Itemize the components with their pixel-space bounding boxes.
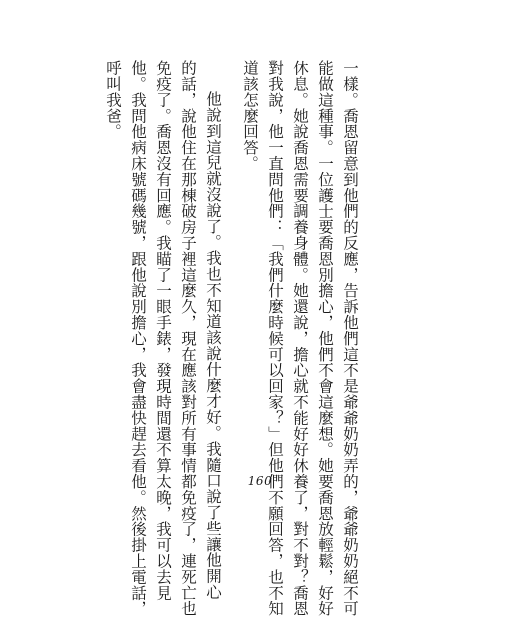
text-column: 免疫了。喬恩沒有回應。我瞄了一眼手錶，發現時間還不算太晚，我可以去見 [154,60,172,601]
text-column: 的話，說他住在那棟破房子裡這麼久，現在應該對所有事情都免疫了，連死亡也 [179,60,197,617]
text-column: 對我說，他一直問他們：「我們什麼時候可以回家？」但他們不願回答，也不知 [266,60,284,617]
text-column: 道該怎麼回答。 [241,60,259,172]
text-column: 他。我問他病床號碼幾號，跟他說別擔心，我會盡快趕去看他。然後掛上電話， [129,60,147,617]
page-number: 160 [247,474,273,488]
text-column: 呼叫我爸。 [104,60,122,140]
text-column: 休息。她說喬恩需要調養身體。她還說，擔心就不能好好休養了，對不對？喬恩 [291,60,309,617]
text-column: 一樣。喬恩留意到他們的反應，告訴他們這不是爺爺奶奶弄的，爺爺奶奶絕不可 [341,60,359,617]
paragraph-start-column: 他說到這兒就沒說了。我也不知道該說什麼才好。我隨口說了些讓他開心 [204,91,222,600]
text-column: 能做這種事。一位護士要喬恩別擔心，他們不會這麼想。她要喬恩放輕鬆，好好 [316,60,334,617]
